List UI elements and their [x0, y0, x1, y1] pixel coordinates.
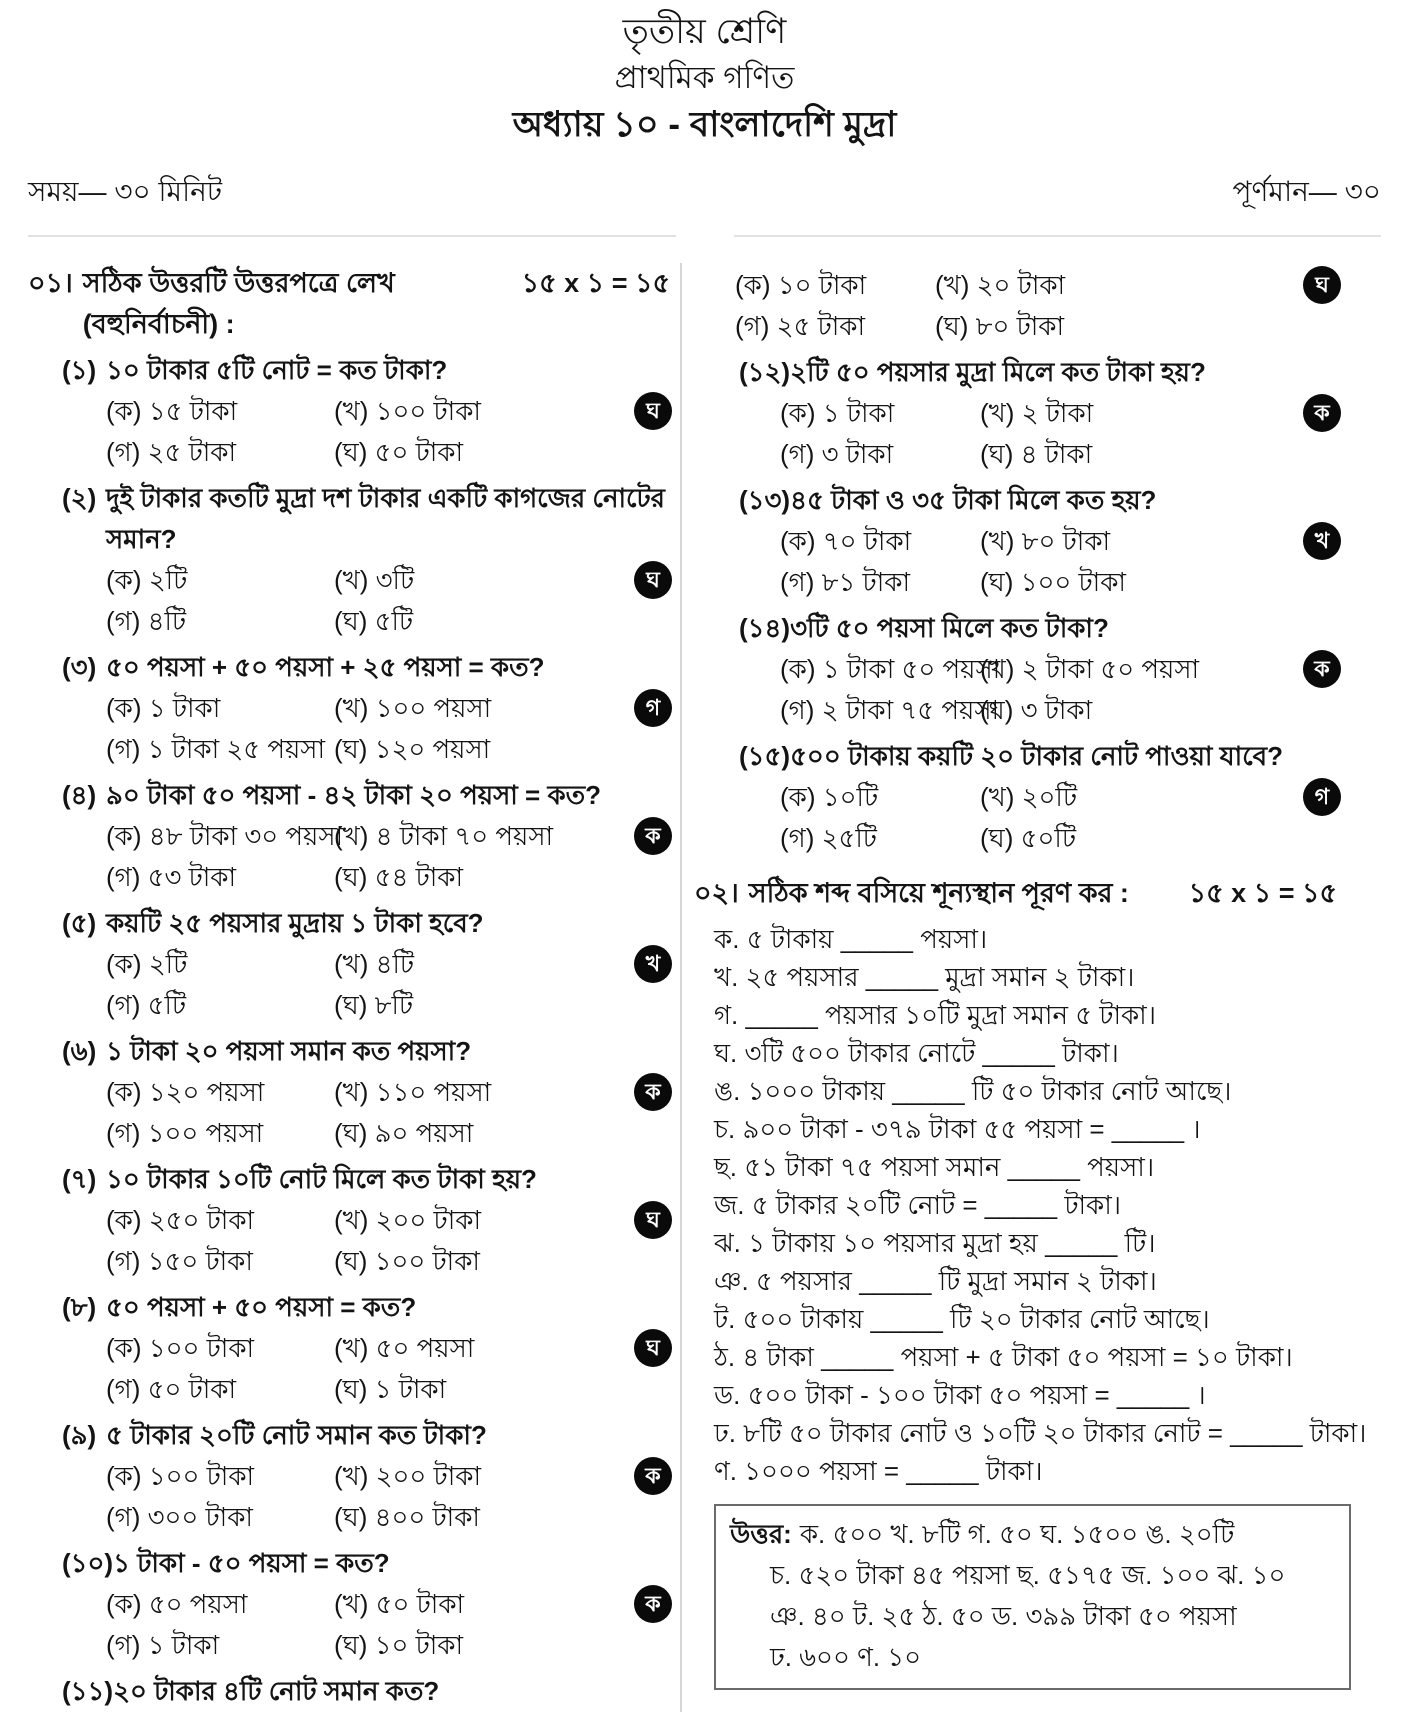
section-number: ০২।: [694, 878, 739, 908]
options-grid: [106, 1584, 670, 1666]
options-grid: [106, 1200, 670, 1282]
left-column: [28, 263, 680, 1712]
question-line: [739, 480, 1381, 521]
mcq-option: (ক) ১০০ টাকা: [106, 1333, 255, 1363]
mcq-option: (ঘ) ১০০ টাকা: [980, 567, 1126, 597]
section-number: ০১।: [28, 268, 73, 298]
question-line: [62, 1415, 670, 1456]
mcq-option: (ঘ) ৫০টি: [980, 823, 1076, 853]
question-area: [28, 263, 1381, 1712]
question-line: [62, 1287, 670, 1328]
answer-badge: ক: [1303, 394, 1341, 432]
mcq-option: (ক) ১৫ টাকা: [106, 396, 238, 426]
mcq-option: (ঘ) ৫৪ টাকা: [334, 862, 464, 892]
mcq-option: (ক) ১ টাকা: [780, 398, 895, 428]
meta-row: [28, 170, 1381, 237]
answer-badge: খ: [1303, 522, 1341, 560]
answer-line: [730, 1514, 1337, 1555]
mcq-option: (খ) ২ টাকা ৫০ পয়সা: [980, 654, 1200, 684]
mcq-option: (গ) ১০০ পয়সা: [106, 1118, 264, 1148]
mcq-question-14: [694, 608, 1381, 731]
section1-header: [28, 263, 670, 345]
mcq-option: (খ) ২০টি: [980, 782, 1078, 812]
mcq-option: (ক) ১০০ টাকা: [106, 1461, 255, 1491]
mcq-option: (খ) ১০০ পয়সা: [334, 693, 492, 723]
section2-header: [694, 873, 1381, 914]
mcq-option: (খ) ৫০ টাকা: [334, 1589, 465, 1619]
fill-item: ড. ৫০০ টাকা - ১০০ টাকা ৫০ পয়সা = _____ ।: [714, 1380, 1206, 1410]
fill-item: ঝ. ১ টাকায় ১০ পয়সার মুদ্রা হয় _____ টি।: [714, 1228, 1156, 1258]
fill-item: খ. ২৫ পয়সার _____ মুদ্রা সমান ২ টাকা।: [714, 962, 1135, 992]
options-grid: [780, 393, 1381, 475]
mcq-option: (ঘ) ৪০০ টাকা: [334, 1502, 480, 1532]
options-grid: [106, 816, 670, 898]
question-text: ১ টাকা ২০ পয়সা সমান কত পয়সা?: [106, 1036, 472, 1066]
exam-time: সময়— ৩০ মিনিট: [28, 170, 676, 237]
question-number: (১৪): [739, 613, 791, 643]
answers-label: উত্তর:: [730, 1519, 792, 1549]
answer-badge: ঘ: [634, 392, 672, 430]
fill-item: ক. ৫ টাকায় _____ পয়সা।: [714, 924, 988, 954]
answer-badge: ঘ: [634, 1329, 672, 1367]
mcq-option: (ক) ১২০ পয়সা: [106, 1077, 265, 1107]
mcq-option: (গ) ১৫০ টাকা: [106, 1246, 253, 1276]
mcq-option: (ক) ১ টাকা: [106, 693, 221, 723]
answer-values: ক. ৫০০ খ. ৮টি গ. ৫০ ঘ. ১৫০০ ঙ. ২০টি: [799, 1519, 1235, 1549]
mcq-option: (ক) ২টি: [106, 565, 188, 595]
question-number: (১২): [739, 357, 791, 387]
question-line: [62, 1031, 670, 1072]
mcq-option: (গ) ২ টাকা ৭৫ পয়সা: [780, 695, 1000, 725]
answer-line: চ. ৫২০ টাকা ৪৫ পয়সা ছ. ৫১৭৫ জ. ১০০ ঝ. ১০: [770, 1560, 1286, 1590]
page-header: [28, 8, 1381, 150]
mcq-option: (গ) ৮১ টাকা: [780, 567, 910, 597]
mcq-question-8: [28, 1287, 670, 1410]
question-number: (৫): [62, 908, 97, 938]
fill-item: ঢ. ৮টি ৫০ টাকার নোট ও ১০টি ২০ টাকার নোট = _____ টাকা।: [714, 1418, 1367, 1448]
mcq-option: (ঘ) ১০ টাকা: [334, 1630, 464, 1660]
fill-item: চ. ৯০০ টাকা - ৩৭৯ টাকা ৫৫ পয়সা = _____ ।: [714, 1114, 1201, 1144]
answer-badge: ক: [634, 1585, 672, 1623]
fill-item: ঘ. ৩টি ৫০০ টাকার নোটে _____ টাকা।: [714, 1038, 1119, 1068]
question-number: (৩): [62, 652, 97, 682]
question-line: [62, 1159, 670, 1200]
fill-item: ছ. ৫১ টাকা ৭৫ পয়সা সমান _____ পয়সা।: [714, 1152, 1155, 1182]
question-number: (৯): [62, 1420, 97, 1450]
question-line: [62, 350, 670, 391]
answer-badge: ঘ: [1303, 266, 1341, 304]
mcq-option: (খ) ১১০ পয়সা: [334, 1077, 492, 1107]
subject-title: প্রাথমিক গণিত: [614, 60, 795, 95]
question-line: [739, 352, 1381, 393]
question-text: দুই টাকার কতটি মুদ্রা দশ টাকার একটি কাগজের নোটের সমান?: [106, 483, 665, 554]
mcq-option: (ক) ১০ টাকা: [735, 270, 867, 300]
question-number: (১০): [62, 1548, 114, 1578]
mcq-option: (ঘ) ৮০ টাকা: [935, 311, 1065, 341]
mcq-question-10: [28, 1543, 670, 1666]
mcq-option: (ঘ) ৫০ টাকা: [334, 437, 464, 467]
mcq-question-11-options: [735, 265, 1381, 347]
question-number: (১৩): [739, 485, 791, 515]
mcq-question-3: [28, 647, 670, 770]
mcq-option: (ঘ) ৩ টাকা: [980, 695, 1093, 725]
question-line: [62, 903, 670, 944]
mcq-option: (গ) ৩০০ টাকা: [106, 1502, 253, 1532]
question-text: ৯০ টাকা ৫০ পয়সা - ৪২ টাকা ২০ পয়সা = কত?: [106, 780, 602, 810]
section-title: সঠিক উত্তরটি উত্তরপত্রে লেখ (বহুনির্বাচনী) :: [82, 268, 395, 339]
mcq-question-2: [28, 478, 670, 642]
mcq-option: (খ) ৪ টাকা ৭০ পয়সা: [334, 821, 554, 851]
options-grid: [106, 560, 670, 642]
answer-badge: গ: [634, 689, 672, 727]
mcq-option: (খ) ২০০ টাকা: [334, 1461, 481, 1491]
mcq-option: (খ) ১০০ টাকা: [334, 396, 481, 426]
mcq-option: (গ) ৫৩ টাকা: [106, 862, 237, 892]
mcq-option: (গ) ১ টাকা ২৫ পয়সা: [106, 734, 326, 764]
answer-line: ঞ. ৪০ ট. ২৫ ঠ. ৫০ ড. ৩৯৯ টাকা ৫০ পয়সা: [770, 1601, 1237, 1631]
question-number: (৬): [62, 1036, 97, 1066]
mcq-option: (গ) ৫টি: [106, 990, 187, 1020]
answer-key-box: [714, 1504, 1351, 1690]
question-line: [62, 1543, 670, 1584]
question-line: [739, 608, 1381, 649]
question-number: (৮): [62, 1292, 97, 1322]
mcq-option: (ঘ) ১২০ পয়সা: [334, 734, 491, 764]
mcq-option: (ঘ) ১ টাকা: [334, 1374, 447, 1404]
mcq-option: (ঘ) ৫টি: [334, 606, 414, 636]
mcq-option: (গ) ৩ টাকা: [780, 439, 894, 469]
mcq-option: (গ) ৪টি: [106, 606, 187, 636]
answer-badge: ঘ: [634, 561, 672, 599]
fill-item: ণ. ১০০০ পয়সা = _____ টাকা।: [714, 1456, 1043, 1486]
section-marks: ১৫ x ১ = ১৫: [521, 268, 670, 298]
mcq-option: (ঘ) ৪ টাকা: [980, 439, 1093, 469]
options-grid: [106, 1328, 670, 1410]
question-number: (৪): [62, 780, 97, 810]
mcq-question-15: [694, 736, 1381, 859]
question-text: কয়টি ২৫ পয়সার মুদ্রায় ১ টাকা হবে?: [106, 908, 484, 938]
question-line: [62, 775, 670, 816]
answer-badge: ক: [634, 1457, 672, 1495]
options-grid: [106, 944, 670, 1026]
mcq-option: (খ) ২ টাকা: [980, 398, 1094, 428]
mcq-option: (খ) ৩টি: [334, 565, 415, 595]
question-text: ১ টাকা - ৫০ পয়সা = কত?: [113, 1548, 390, 1578]
fill-item: ঠ. ৪ টাকা _____ পয়সা + ৫ টাকা ৫০ পয়সা = ১০ টাকা।: [714, 1342, 1293, 1372]
question-text: ৪৫ টাকা ও ৩৫ টাকা মিলে কত হয়?: [790, 485, 1157, 515]
mcq-question-4: [28, 775, 670, 898]
mcq-option: (গ) ২৫ টাকা: [106, 437, 237, 467]
question-number: (২): [62, 483, 97, 513]
mcq-question-13: [694, 480, 1381, 603]
options-grid: [106, 391, 670, 473]
answer-line: ঢ. ৬০০ ণ. ১০: [770, 1642, 922, 1672]
question-text: ২০ টাকার ৪টি নোট সমান কত?: [113, 1676, 440, 1706]
exam-full-marks: পূর্ণমান— ৩০: [734, 170, 1382, 237]
mcq-question-1: [28, 350, 670, 473]
question-text: ১০ টাকার ৫টি নোট = কত টাকা?: [106, 355, 448, 385]
class-title: তৃতীয় শ্রেণি: [622, 12, 787, 51]
fill-item: ঞ. ৫ পয়সার _____ টি মুদ্রা সমান ২ টাকা।: [714, 1266, 1157, 1296]
question-text: ৫০ পয়সা + ৫০ পয়সা = কত?: [106, 1292, 417, 1322]
section-marks: ১৫ x ১ = ১৫: [1188, 878, 1337, 908]
options-grid: [106, 688, 670, 770]
question-text: ৫০ পয়সা + ৫০ পয়সা + ২৫ পয়সা = কত?: [106, 652, 545, 682]
question-text: ৩টি ৫০ পয়সা মিলে কত টাকা?: [790, 613, 1109, 643]
right-column: [680, 263, 1381, 1712]
mcq-option: (খ) ৮০ টাকা: [980, 526, 1111, 556]
question-line: [62, 1671, 670, 1712]
mcq-option: (খ) ২০০ টাকা: [334, 1205, 481, 1235]
mcq-option: (গ) ১ টাকা: [106, 1630, 220, 1660]
answer-badge: ঘ: [634, 1201, 672, 1239]
fill-item: জ. ৫ টাকার ২০টি নোট = _____ টাকা।: [714, 1190, 1122, 1220]
question-number: (৭): [62, 1164, 97, 1194]
mcq-option: (খ) ৪টি: [334, 949, 415, 979]
answer-badge: ক: [634, 1073, 672, 1111]
question-text: ৫০০ টাকায় কয়টি ২০ টাকার নোট পাওয়া যাবে?: [790, 741, 1283, 771]
chapter-title: অধ্যায় ১০ - বাংলাদেশি মুদ্রা: [512, 105, 897, 144]
mcq-question-12: [694, 352, 1381, 475]
mcq-option: (ক) ২টি: [106, 949, 188, 979]
mcq-question-7: [28, 1159, 670, 1282]
answer-badge: গ: [1303, 778, 1341, 816]
mcq-question-9: [28, 1415, 670, 1538]
question-number: (১): [62, 355, 97, 385]
mcq-option: (খ) ৫০ পয়সা: [334, 1333, 475, 1363]
question-number: (১১): [62, 1676, 114, 1706]
options-grid: [106, 1456, 670, 1538]
options-grid: [780, 777, 1381, 859]
options-grid: [106, 1072, 670, 1154]
question-line: [62, 478, 670, 560]
fill-in-blank-list: [694, 920, 1381, 1490]
mcq-option: (ক) ৭০ টাকা: [780, 526, 912, 556]
section-title: সঠিক শব্দ বসিয়ে শূন্যস্থান পূরণ কর :: [748, 878, 1129, 908]
answer-badge: ক: [1303, 650, 1341, 688]
mcq-option: (ক) ১ টাকা ৫০ পয়সা: [780, 654, 1001, 684]
question-text: ৫ টাকার ২০টি নোট সমান কত টাকা?: [106, 1420, 487, 1450]
mcq-question-5: [28, 903, 670, 1026]
question-text: ২টি ৫০ পয়সার মুদ্রা মিলে কত টাকা হয়?: [790, 357, 1206, 387]
question-line: [739, 736, 1381, 777]
mcq-question-6: [28, 1031, 670, 1154]
question-number: (১৫): [739, 741, 791, 771]
mcq-option: (ক) ৪৮ টাকা ৩০ পয়সা: [106, 821, 344, 851]
mcq-option: (ক) ১০টি: [780, 782, 879, 812]
fill-item: ট. ৫০০ টাকায় _____ টি ২০ টাকার নোট আছে।: [714, 1304, 1210, 1334]
mcq-option: (গ) ৫০ টাকা: [106, 1374, 237, 1404]
mcq-option: (ঘ) ৯০ পয়সা: [334, 1118, 474, 1148]
mcq-question-11: [28, 1671, 670, 1712]
mcq-option: (ক) ২৫০ টাকা: [106, 1205, 255, 1235]
options-grid: [780, 521, 1381, 603]
question-text: ১০ টাকার ১০টি নোট মিলে কত টাকা হয়?: [106, 1164, 537, 1194]
mcq-option: (ঘ) ৮টি: [334, 990, 414, 1020]
answer-badge: খ: [634, 945, 672, 983]
fill-item: গ. _____ পয়সার ১০টি মুদ্রা সমান ৫ টাকা।: [714, 1000, 1157, 1030]
mcq-option: (গ) ২৫টি: [780, 823, 877, 853]
mcq-option: (গ) ২৫ টাকা: [735, 311, 866, 341]
fill-item: ঙ. ১০০০ টাকায় _____ টি ৫০ টাকার নোট আছে।: [714, 1076, 1232, 1106]
mcq-option: (খ) ২০ টাকা: [935, 270, 1066, 300]
question-line: [62, 647, 670, 688]
mcq-option: (ক) ৫০ পয়সা: [106, 1589, 248, 1619]
answer-badge: ক: [634, 817, 672, 855]
options-grid: [780, 649, 1381, 731]
mcq-option: (ঘ) ১০০ টাকা: [334, 1246, 480, 1276]
